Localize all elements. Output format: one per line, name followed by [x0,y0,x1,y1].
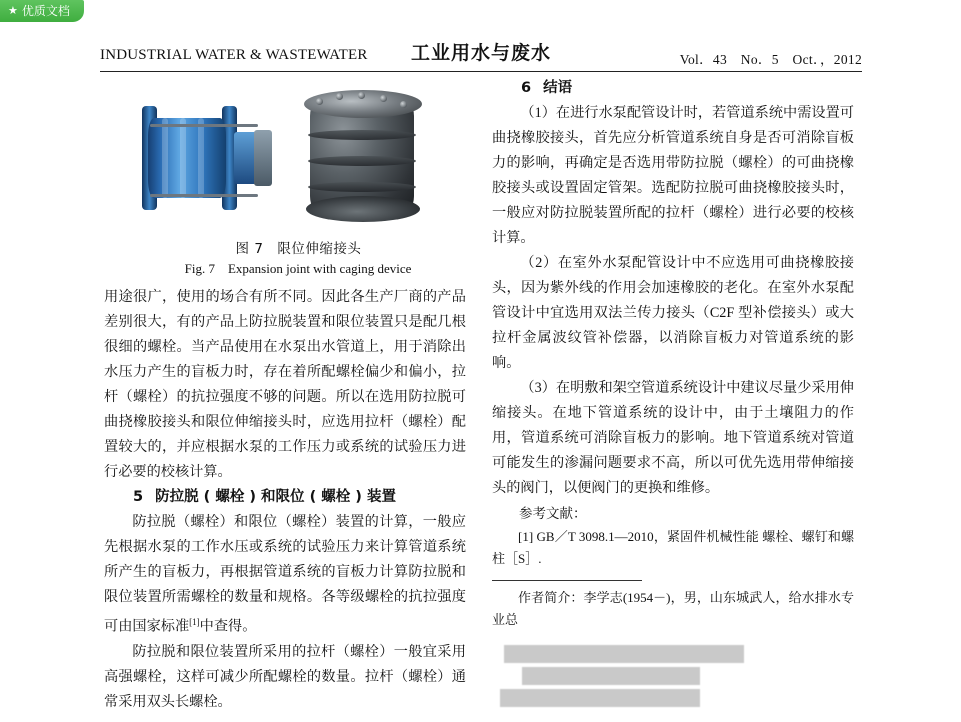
redacted-block [504,645,744,663]
footnote-rule [492,580,642,581]
author-bio: 作者简介：李学志(1954－)，男，山东城武人，给水排水专业总 [492,590,854,627]
star-icon: ★ [8,5,18,17]
quality-document-badge [0,0,84,22]
badge-label: 优质文档 [21,4,70,18]
issue-info: Vol．43 No．5 Oct．，2012 [679,52,862,67]
section-heading-6 [492,76,854,101]
section-heading-5 [104,485,466,510]
left-paragraph-2 [104,510,466,640]
citation-mark: [1] [189,617,200,627]
section-6-number: 6 [521,80,532,96]
left-paragraph-2-text: 防拉脱（螺栓）和限位（螺栓）装置的计算，一般应先根据水泵的工作水压或系统的试验压力来计算管道系统所产生的盲板力，再根据管道系统的盲板力计算防拉脱和限位装置所需螺栓的数量和规格。各等级螺栓的抗拉强度可由国家标准 [104,514,466,635]
citation-tail: 中查得。 [199,618,257,635]
figure-7 [104,84,466,279]
rubber-expansion-joint-photo [300,90,432,222]
section-5-title: 防拉脱 ( 螺栓 ) 和限位 ( 螺栓 ) 装置 [155,489,396,505]
right-paragraph-1: （1）在进行水泵配管设计时，若管道系统中需设置可曲挠橡胶接头，首先应分析管道系统自身是否可消除盲板力的影响，再确定是否选用带防拉脱（螺栓）的可曲挠橡胶接头或设置固定管架。选配防拉脱可曲挠橡胶接头时，一般应对防拉脱装置所配的拉杆（螺栓）进行必要的校核计算。 [492,105,854,246]
right-paragraph-2: （2）在室外水泵配管设计中不应选用可曲挠橡胶接头，因为紫外线的作用会加速橡胶的老化。在室外水泵配管设计中宜选用双法兰传力接头（C2F 型补偿接头）或大拉杆金属波纹管补偿器，以消除盲板力对管道系统的影响。 [492,255,854,371]
figure-caption-en: Fig. 7 Expansion joint with caging device [184,261,412,276]
section-6-title: 结语 [543,80,573,96]
left-paragraph-3: 防拉脱和限位装置所采用的拉杆（螺栓）一般宜采用高强螺栓，这样可减少所配螺栓的数量。拉杆（螺栓）通常采用双头长螺栓。 [104,643,466,710]
running-head [100,38,862,72]
references-heading: 参考文献： [519,506,587,521]
redacted-block [522,667,700,685]
blue-flexible-joint-illustration [122,102,272,214]
right-paragraph-3: （3）在明敷和架空管道系统设计中建议尽量少采用伸缩接头。在地下管道系统的设计中，由于土壤阻力的作用，管道系统可消除盲板力的影响。地下管道系统对管道可能发生的渗漏问题要求不高，所以可优先选用带伸缩接头的阀门，以便阀门的更换和维修。 [492,380,854,496]
redacted-block [500,689,700,707]
reference-item: [1] GB／T 3098.1—2010，紧固件机械性能 螺栓、螺钉和螺柱［S］. [492,529,854,566]
right-column [492,76,854,631]
header-rule [100,71,862,72]
figure-caption-cn: 图 7 限位伸缩接头 [235,241,362,257]
journal-title-cn: 工业用水与废水 [410,42,551,64]
figure-7-image [104,84,466,229]
left-column [104,76,466,715]
journal-title-en: INDUSTRIAL WATER & WASTEWATER [100,47,368,63]
left-paragraph-1: 用途很广，使用的场合有所不同。因此各生产厂商的产品差别很大，有的产品上防拉脱装置和限位装置只是配几根很细的螺栓。当产品使用在水泵出水管道上，用于消除出水压力产生的盲板力时，存在着所配螺栓偏少和偏小，拉杆（螺栓）的抗拉强度不够的问题。所以在选用防拉脱可曲挠橡胶接头和限位伸缩接头时，应选用拉杆（螺栓）配置较大的，并应根据水泵的工作压力或系统的试验压力进行必要的校核计算。 [104,289,466,480]
section-5-number: 5 [133,489,144,505]
